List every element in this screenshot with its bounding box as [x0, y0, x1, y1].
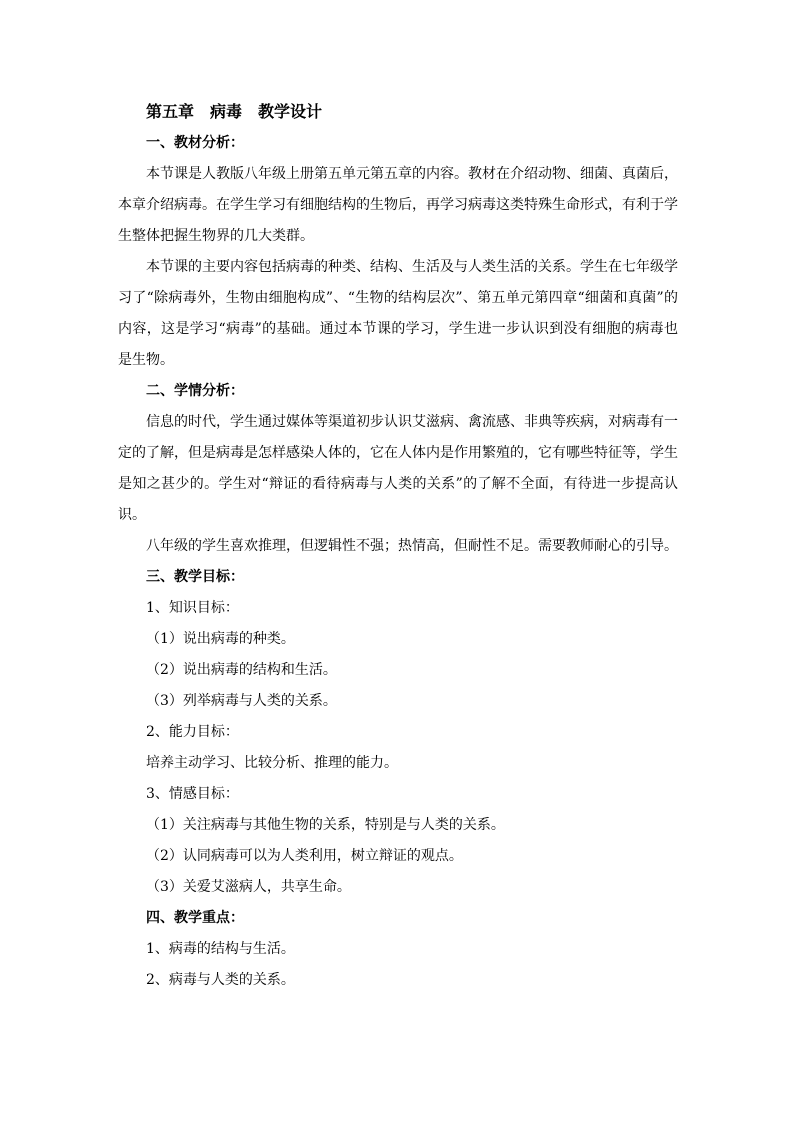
section-heading-student-analysis: 二、学情分析：	[146, 383, 244, 399]
section-heading-teaching-goals: 三、教学目标：	[146, 569, 244, 585]
paragraph-materials-1: 本节课是人教版八年级上册第五单元第五章的内容。教材在介绍动物、细菌、真菌后，本章介绍病毒。在学生学习有细胞结构的生物后，再学习病毒这类特殊生命形式，有利于学生整体把握生物界的几大类群。	[118, 166, 678, 244]
document-title: 第五章 病毒 教学设计	[146, 102, 323, 121]
section-heading-materials-analysis: 一、教材分析：	[146, 135, 244, 151]
knowledge-goal-item: （3）列举病毒与人类的关系。	[146, 693, 337, 709]
ability-goal-label: 2、能力目标：	[146, 724, 239, 740]
emotion-goal-item: （1）关注病毒与其他生物的关系，特别是与人类的关系。	[146, 817, 505, 833]
document-content	[118, 96, 678, 996]
teaching-focus-item: 1、病毒的结构与生活。	[146, 941, 295, 957]
emotion-goal-item: （3）关爱艾滋病人，共享生命。	[146, 879, 351, 895]
knowledge-goal-item: （2）说出病毒的结构和生活。	[146, 662, 337, 678]
section-heading-teaching-focus: 四、教学重点：	[146, 910, 244, 926]
ability-goal-text: 培养主动学习、比较分析、推理的能力。	[146, 755, 398, 771]
paragraph-student-2: 八年级的学生喜欢推理，但逻辑性不强；热情高，但耐性不足。需要教师耐心的引导。	[146, 538, 678, 554]
knowledge-goal-item: （1）说出病毒的种类。	[146, 631, 295, 647]
emotion-goal-item: （2）认同病毒可以为人类利用，树立辩证的观点。	[146, 848, 463, 864]
paragraph-materials-2: 本节课的主要内容包括病毒的种类、结构、生活及与人类生活的关系。学生在七年级学习了“除病毒外，生物由细胞构成”、“生物的结构层次”、第五单元第四章“细菌和真菌”的内容，这是学习“病毒”的基础。通过本节课的学习，学生进一步认识到没有细胞的病毒也是生物。	[118, 259, 678, 368]
emotion-goal-label: 3、情感目标：	[146, 786, 239, 802]
paragraph-student-1: 信息的时代，学生通过媒体等渠道初步认识艾滋病、禽流感、非典等疾病，对病毒有一定的了解，但是病毒是怎样感染人体的，它在人体内是作用繁殖的，它有哪些特征等，学生是知之甚少的。学生对“辩证的看待病毒与人类的关系”的了解不全面，有待进一步提高认识。	[118, 414, 678, 523]
teaching-focus-item: 2、病毒与人类的关系。	[146, 972, 295, 988]
knowledge-goal-label: 1、知识目标：	[146, 600, 239, 616]
